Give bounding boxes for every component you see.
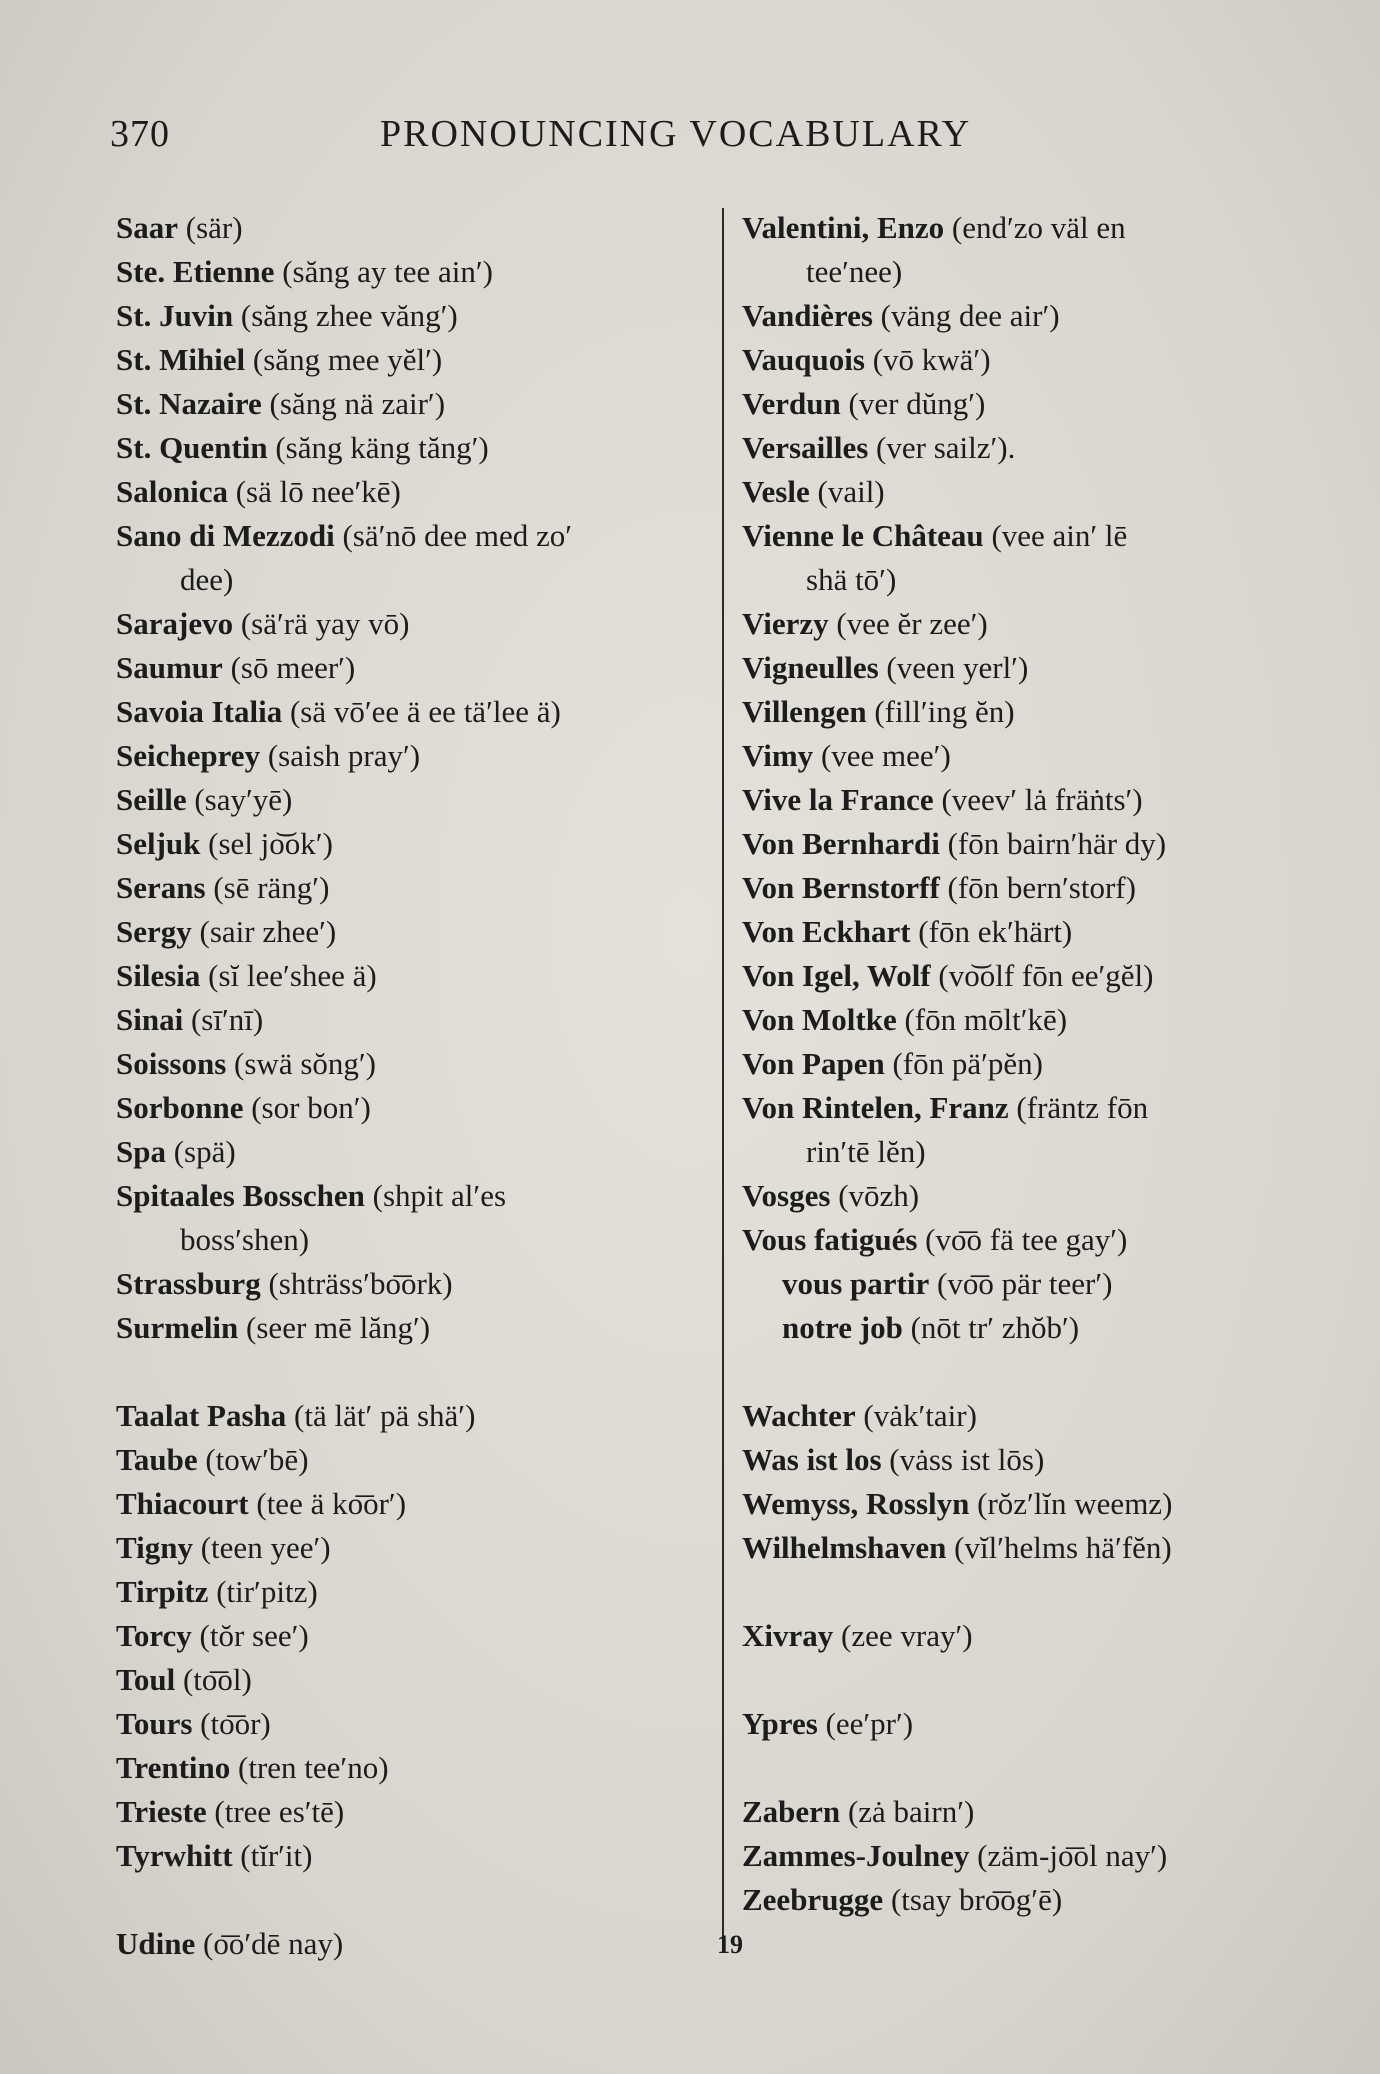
vocabulary-entry: [742, 1526, 1312, 1570]
entry-pronunciation: (fill′ing ĕn): [874, 694, 1015, 729]
entry-word: Tours: [116, 1706, 193, 1741]
entry-pronunciation: (vȧss ist lōs): [889, 1442, 1045, 1477]
entry-word: Saar: [116, 210, 178, 245]
entry-word: Vive la France: [742, 782, 934, 817]
vocabulary-entry: [116, 1306, 706, 1350]
entry-pronunciation: (tsay bro͞og′ē): [890, 1882, 1063, 1917]
entry-word: Surmelin: [116, 1310, 239, 1345]
entry-pronunciation: (sē räng′): [213, 870, 330, 905]
entry-word: Vigneulles: [742, 650, 879, 685]
vocabulary-entry: [116, 646, 706, 690]
vocabulary-entry: [742, 382, 1312, 426]
entry-pronunciation-continued: boss′shen): [180, 1222, 310, 1257]
entry-pronunciation: (to͞or): [200, 1706, 271, 1741]
entry-word: Versailles: [742, 430, 869, 465]
vocabulary-entry: [116, 1702, 706, 1746]
entry-word: Sinai: [116, 1002, 184, 1037]
entry-pronunciation: (fōn bern′storf): [947, 870, 1136, 905]
entry-word: Soissons: [116, 1046, 227, 1081]
entry-pronunciation: (sär): [185, 210, 243, 245]
entry-pronunciation: (tree es′tē): [214, 1794, 345, 1829]
entry-pronunciation: (tä lät′ pä shä′): [294, 1398, 476, 1433]
entry-word: Ste. Etienne: [116, 254, 275, 289]
vocabulary-entry: [742, 822, 1312, 866]
entry-word: Villengen: [742, 694, 867, 729]
entry-word: Udine: [116, 1926, 196, 1961]
entry-pronunciation: (sĭ lee′shee ä): [208, 958, 377, 993]
entry-word: Thiacourt: [116, 1486, 249, 1521]
entry-pronunciation: (tir′pitz): [216, 1574, 318, 1609]
vocabulary-entry: [742, 602, 1312, 646]
vocabulary-entry: [116, 1746, 706, 1790]
vocabulary-entry: [116, 1174, 706, 1262]
entry-word: Taalat Pasha: [116, 1398, 287, 1433]
entry-pronunciation: (ver dŭng′): [848, 386, 986, 421]
entry-pronunciation: (vo͞o pär teer′): [937, 1266, 1113, 1301]
entry-word: Zammes-Joulney: [742, 1838, 970, 1873]
vocabulary-entry: [116, 1614, 706, 1658]
entry-word: Von Bernstorff: [742, 870, 940, 905]
entry-pronunciation: (veen yerl′): [886, 650, 1029, 685]
vocabulary-entry: [116, 690, 706, 734]
entry-word: Valentini, Enzo: [742, 210, 945, 245]
entry-pronunciation: (zäm-jo͞ol nay′): [977, 1838, 1168, 1873]
vocabulary-entry: [116, 294, 706, 338]
vocabulary-entry: [116, 1130, 706, 1174]
entry-word: Silesia: [116, 958, 201, 993]
entry-word: Wilhelmshaven: [742, 1530, 947, 1565]
entry-word: Von Igel, Wolf: [742, 958, 931, 993]
entry-pronunciation: (vō kwä′): [872, 342, 991, 377]
entry-pronunciation: (rŏz′lĭn weemz): [977, 1486, 1173, 1521]
right-column: [742, 206, 1312, 1922]
entry-word: Spitaales Bosschen: [116, 1178, 365, 1213]
entry-word: Vauquois: [742, 342, 865, 377]
vocabulary-entry: [742, 426, 1312, 470]
entry-pronunciation: (fōn mōlt′kē): [904, 1002, 1068, 1037]
entry-word: Sarajevo: [116, 606, 234, 641]
entry-pronunciation: (sä vō′ee ä ee tä′lee ä): [289, 694, 561, 729]
vocabulary-entry: [742, 646, 1312, 690]
entry-word: Serans: [116, 870, 206, 905]
entry-word: Zeebrugge: [742, 1882, 884, 1917]
column-divider: [722, 208, 724, 1953]
entry-pronunciation: (say′yē): [194, 782, 293, 817]
entry-pronunciation: (sō meer′): [230, 650, 356, 685]
entry-word: Trieste: [116, 1794, 207, 1829]
vocabulary-entry: [116, 338, 706, 382]
entry-word: Vimy: [742, 738, 814, 773]
entry-word: Tyrwhitt: [116, 1838, 233, 1873]
entry-word: Salonica: [116, 474, 228, 509]
page-number: 370: [110, 113, 170, 155]
entry-pronunciation: (sä′rä yay vō): [240, 606, 410, 641]
entry-pronunciation: (vee mee′): [820, 738, 951, 773]
vocabulary-entry: [742, 1702, 1312, 1746]
entry-pronunciation: (tee ä ko͞or′): [256, 1486, 407, 1521]
entry-word: Sergy: [116, 914, 192, 949]
entry-pronunciation: (sä′nō dee med zo′: [342, 518, 573, 553]
entry-pronunciation: (sī′nī): [190, 1002, 264, 1037]
vocabulary-entry: [116, 734, 706, 778]
vocabulary-entry: [116, 1922, 706, 1966]
section-gap: [116, 1350, 706, 1394]
entry-pronunciation: (vo͝olf fōn ee′gĕl): [938, 958, 1154, 993]
vocabulary-entry: [116, 1086, 706, 1130]
vocabulary-entry: [742, 1042, 1312, 1086]
entry-word: Von Rintelen, Franz: [742, 1090, 1009, 1125]
vocabulary-entry: [116, 1658, 706, 1702]
section-gap: [742, 1658, 1312, 1702]
entry-word: Von Papen: [742, 1046, 885, 1081]
vocabulary-entry: [116, 1438, 706, 1482]
entry-word: Strassburg: [116, 1266, 261, 1301]
entry-word: Wemyss, Rosslyn: [742, 1486, 970, 1521]
section-gap: [742, 1746, 1312, 1790]
entry-pronunciation: (vōzh): [838, 1178, 920, 1213]
entry-word: Verdun: [742, 386, 841, 421]
vocabulary-entry: [116, 602, 706, 646]
entry-pronunciation: (săng nä zair′): [269, 386, 446, 421]
entry-word: Seille: [116, 782, 187, 817]
vocabulary-entry: [116, 954, 706, 998]
entry-pronunciation: (ee′pr′): [825, 1706, 914, 1741]
entry-word: Was ist los: [742, 1442, 882, 1477]
vocabulary-entry: [742, 1174, 1312, 1218]
vocabulary-entry: [116, 1790, 706, 1834]
page-title: PRONOUNCING VOCABULARY: [380, 113, 972, 155]
vocabulary-entry: [742, 910, 1312, 954]
entry-pronunciation: (vo͞o fä tee gay′): [925, 1222, 1128, 1257]
vocabulary-entry: [116, 1570, 706, 1614]
entry-word: St. Nazaire: [116, 386, 262, 421]
entry-word: Xivray: [742, 1618, 834, 1653]
vocabulary-entry: [116, 1042, 706, 1086]
vocabulary-entry: [116, 822, 706, 866]
entry-pronunciation: (spä): [173, 1134, 236, 1169]
left-column: [116, 206, 706, 1966]
vocabulary-entry: [742, 1306, 1312, 1350]
entry-word: Tirpitz: [116, 1574, 209, 1609]
entry-pronunciation: (sä lō nee′kē): [235, 474, 401, 509]
entry-word: Seicheprey: [116, 738, 261, 773]
entry-word: Von Eckhart: [742, 914, 911, 949]
entry-pronunciation: (vee ain′ lē: [991, 518, 1128, 553]
entry-word: Zabern: [742, 1794, 841, 1829]
vocabulary-entry: [742, 1482, 1312, 1526]
vocabulary-entry: [742, 734, 1312, 778]
entry-pronunciation: (shpit al′es: [372, 1178, 507, 1213]
entry-word: Seljuk: [116, 826, 201, 861]
vocabulary-entry: [742, 1086, 1312, 1174]
entry-pronunciation-continued: shä tō′): [806, 562, 897, 597]
vocabulary-entry: [742, 778, 1312, 822]
entry-word: Saumur: [116, 650, 223, 685]
entry-pronunciation: (vail): [817, 474, 885, 509]
entry-pronunciation: (fōn pä′pĕn): [892, 1046, 1043, 1081]
entry-pronunciation: (săng ay tee ain′): [282, 254, 493, 289]
entry-pronunciation: (shträss′bo͞ork): [268, 1266, 453, 1301]
entry-pronunciation: (zȧ bairn′): [847, 1794, 975, 1829]
entry-pronunciation: (nōt tr′ zhŏb′): [910, 1310, 1080, 1345]
entry-pronunciation: (vȧk′tair): [863, 1398, 977, 1433]
entry-word: Vierzy: [742, 606, 829, 641]
vocabulary-entry: [116, 1834, 706, 1878]
entry-pronunciation: (tow′bē): [205, 1442, 309, 1477]
vocabulary-entry: [116, 1394, 706, 1438]
entry-word: Spa: [116, 1134, 166, 1169]
vocabulary-entry: [742, 1614, 1312, 1658]
vocabulary-entry: [116, 1262, 706, 1306]
entry-pronunciation: (end′zo väl en: [951, 210, 1126, 245]
vocabulary-entry: [742, 514, 1312, 602]
entry-pronunciation: (seer mē lăng′): [246, 1310, 431, 1345]
vocabulary-entry: [742, 206, 1312, 294]
entry-word: notre job: [782, 1310, 903, 1345]
entry-word: Von Bernhardi: [742, 826, 940, 861]
vocabulary-entry: [116, 910, 706, 954]
vocabulary-entry: [742, 998, 1312, 1042]
entry-word: Vandières: [742, 298, 873, 333]
entry-pronunciation: (fräntz fōn: [1016, 1090, 1149, 1125]
section-gap: [116, 1878, 706, 1922]
vocabulary-entry: [742, 1878, 1312, 1922]
entry-pronunciation: (swä sŏng′): [234, 1046, 376, 1081]
entry-pronunciation: (sair zhee′): [199, 914, 337, 949]
vocabulary-entry: [742, 1262, 1312, 1306]
entry-pronunciation: (saish pray′): [267, 738, 421, 773]
entry-pronunciation-continued: tee′nee): [806, 254, 903, 289]
entry-pronunciation: (sel jo͝ok′): [208, 826, 333, 861]
entry-word: Sano di Mezzodi: [116, 518, 335, 553]
entry-pronunciation: (tĭr′it): [240, 1838, 313, 1873]
entry-pronunciation: (săng mee yĕl′): [252, 342, 443, 377]
entry-pronunciation: (tŏr see′): [199, 1618, 309, 1653]
entry-word: Savoia Italia: [116, 694, 283, 729]
entry-word: Taube: [116, 1442, 198, 1477]
vocabulary-entry: [742, 954, 1312, 998]
entry-word: Torcy: [116, 1618, 192, 1653]
entry-word: Vosges: [742, 1178, 831, 1213]
vocabulary-entry: [742, 1438, 1312, 1482]
entry-pronunciation: (veev′ lȧ fräṅts′): [941, 782, 1143, 817]
entry-pronunciation: (fōn bairn′här dy): [947, 826, 1167, 861]
vocabulary-entry: [742, 294, 1312, 338]
vocabulary-entry: [116, 1482, 706, 1526]
entry-pronunciation: (väng dee air′): [880, 298, 1060, 333]
entry-pronunciation: (zee vray′): [841, 1618, 973, 1653]
entry-pronunciation: (ver sailz′).: [876, 430, 1016, 465]
signature-mark: 19: [717, 1930, 743, 1959]
vocabulary-entry: [116, 250, 706, 294]
entry-pronunciation: (o͞o′dē nay): [203, 1926, 344, 1961]
entry-pronunciation: (vee ĕr zee′): [836, 606, 988, 641]
entry-pronunciation: (fōn ek′härt): [918, 914, 1073, 949]
vocabulary-entry: [742, 690, 1312, 734]
vocabulary-entry: [116, 470, 706, 514]
vocabulary-entry: [742, 866, 1312, 910]
vocabulary-entry: [116, 778, 706, 822]
vocabulary-entry: [116, 514, 706, 602]
vocabulary-entry: [116, 866, 706, 910]
entry-word: Vienne le Château: [742, 518, 984, 553]
entry-pronunciation: (to͞ol): [182, 1662, 252, 1697]
entry-word: Toul: [116, 1662, 176, 1697]
section-gap: [742, 1350, 1312, 1394]
entry-word: St. Mihiel: [116, 342, 246, 377]
entry-word: Wachter: [742, 1398, 856, 1433]
entry-word: Ypres: [742, 1706, 818, 1741]
vocabulary-entry: [116, 206, 706, 250]
entry-pronunciation: (săng zhee văng′): [240, 298, 458, 333]
entry-word: Trentino: [116, 1750, 231, 1785]
entry-pronunciation: (săng käng tăng′): [275, 430, 489, 465]
entry-word: Vesle: [742, 474, 810, 509]
section-gap: [742, 1570, 1312, 1614]
entry-word: Tigny: [116, 1530, 193, 1565]
vocabulary-entry: [742, 1394, 1312, 1438]
entry-word: Von Moltke: [742, 1002, 897, 1037]
entry-pronunciation: (vĭl′helms hä′fĕn): [954, 1530, 1172, 1565]
entry-word: vous partir: [782, 1266, 930, 1301]
entry-word: St. Quentin: [116, 430, 268, 465]
vocabulary-entry: [116, 382, 706, 426]
entry-word: Sorbonne: [116, 1090, 244, 1125]
entry-pronunciation-continued: dee): [180, 562, 234, 597]
vocabulary-entry: [116, 1526, 706, 1570]
entry-pronunciation: (teen yee′): [200, 1530, 331, 1565]
entry-pronunciation: (tren tee′no): [238, 1750, 389, 1785]
vocabulary-entry: [742, 1834, 1312, 1878]
vocabulary-entry: [742, 338, 1312, 382]
entry-pronunciation-continued: rin′tē lĕn): [806, 1134, 926, 1169]
entry-word: St. Juvin: [116, 298, 234, 333]
entry-pronunciation: (sor bon′): [251, 1090, 371, 1125]
vocabulary-entry: [116, 426, 706, 470]
entry-word: Vous fatigués: [742, 1222, 918, 1257]
vocabulary-entry: [116, 998, 706, 1042]
vocabulary-entry: [742, 1790, 1312, 1834]
vocabulary-entry: [742, 470, 1312, 514]
page-header: [110, 112, 1110, 172]
vocabulary-entry: [742, 1218, 1312, 1262]
